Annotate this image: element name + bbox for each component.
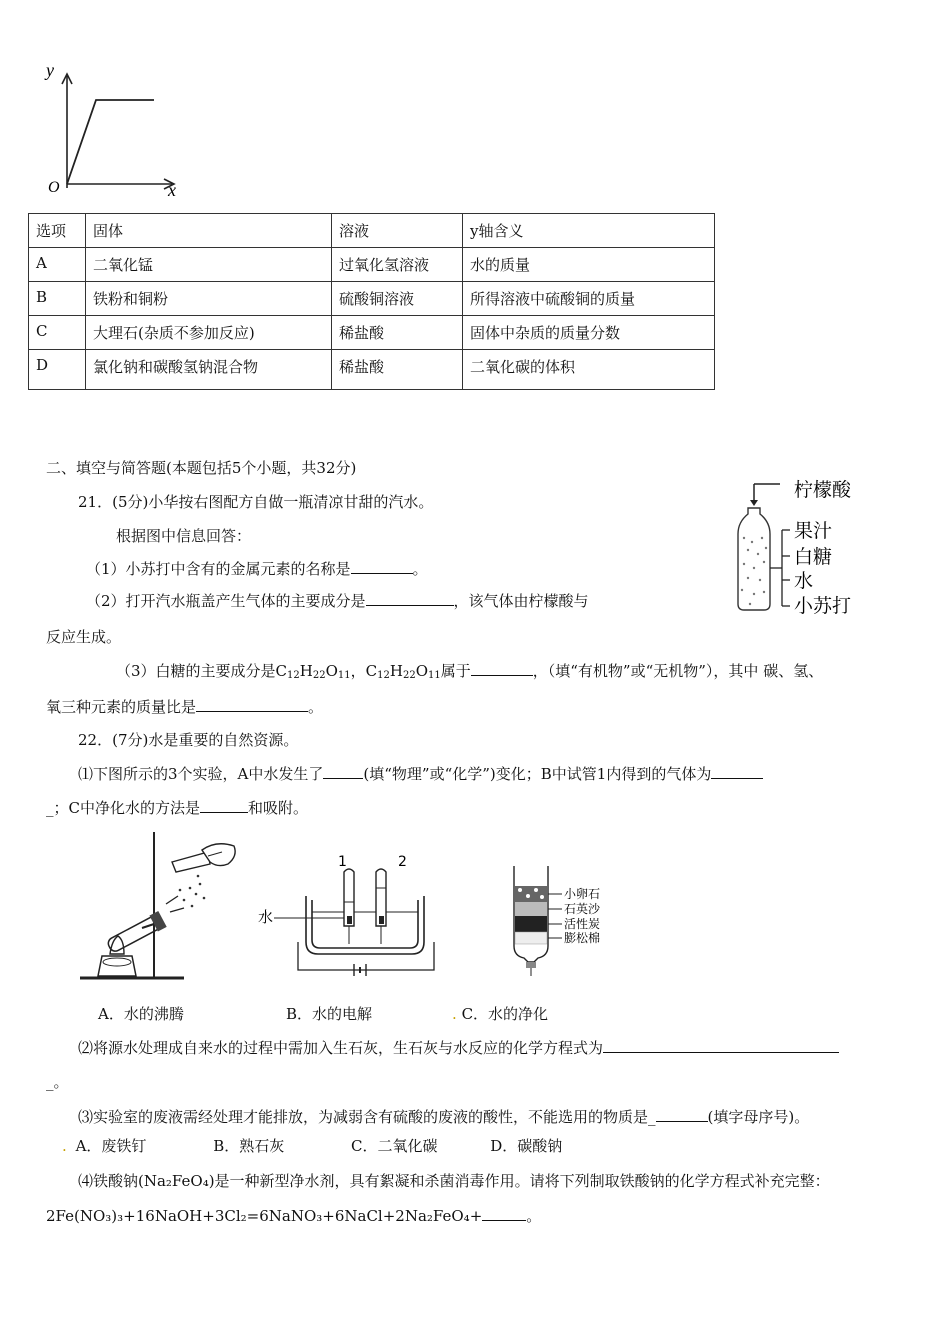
q22-stem: 22．(7分)水是重要的自然资源。 [78, 731, 299, 749]
caption-a: A．水的沸腾 [98, 1005, 184, 1023]
filter-layer-label: 活性炭 [564, 917, 601, 931]
tube1-label: 1 [338, 854, 347, 870]
water-label: 水 [258, 908, 274, 926]
q22-equation [46, 1205, 541, 1226]
electrolysis-apparatus-figure [250, 852, 470, 982]
equation-end: 。 [526, 1207, 542, 1225]
caption-dot: . [452, 1005, 457, 1023]
table-header-cell: y轴含义 [463, 214, 715, 248]
subscript: 11 [428, 670, 441, 681]
graph-y-label: y [46, 60, 54, 80]
answer-blank[interactable] [471, 661, 533, 676]
q22-choices [62, 1135, 562, 1156]
q22-p1-text: _；C中净化水的方法是 [46, 799, 200, 817]
table-cell: D [29, 350, 86, 390]
answer-blank[interactable] [196, 697, 308, 712]
q21-p3-text: 属于 [440, 662, 471, 680]
choice-d: D．碳酸钠 [490, 1137, 563, 1155]
table-cell: A [29, 248, 86, 282]
subscript: 22 [402, 670, 416, 681]
filter-layer-label: 小卵石 [564, 887, 601, 901]
q22-p1-text: 和吸附。 [247, 799, 308, 817]
q21-sub: 根据图中信息回答： [116, 527, 252, 545]
table-row [29, 316, 715, 350]
q21-part3-cont [46, 696, 323, 717]
choice-c: C．二氧化碳 [351, 1137, 438, 1155]
q21-part1 [86, 558, 428, 579]
subscript: 12 [377, 670, 390, 681]
filter-layer-label: 石英沙 [564, 902, 601, 916]
q21-p3-text: 氧三种元素的质量比是 [46, 698, 197, 716]
bottle-label: 水 [794, 570, 814, 592]
caption-c [452, 1003, 548, 1024]
table-cell: 氯化钠和碳酸氢钠混合物 [86, 350, 332, 390]
q22-part4: ⑷铁酸钠(Na₂FeO₄)是一种新型净水剂，具有絮凝和杀菌消毒作用。请将下列制取铁酸钠的化学方程式补充完整： [78, 1172, 830, 1190]
answer-blank[interactable] [656, 1107, 708, 1122]
q22-part2 [78, 1037, 839, 1058]
graph-x-label: x [168, 180, 176, 198]
answer-blank[interactable] [200, 798, 248, 813]
table-header-row [29, 214, 715, 248]
q22-p1-text: ⑴下图所示的3个实验，A中水发生了 [78, 765, 324, 783]
table-header-cell: 溶液 [332, 214, 463, 248]
q22-part3 [78, 1106, 809, 1127]
subscript: 11 [337, 670, 351, 681]
table-row [29, 350, 715, 390]
caption-c-text: C．水的净化 [461, 1005, 549, 1023]
formula-part: O [415, 662, 428, 680]
table-cell: 水的质量 [463, 248, 715, 282]
table-cell: 稀盐酸 [332, 316, 463, 350]
q21-part2 [86, 590, 589, 611]
table-cell: 二氧化锰 [86, 248, 332, 282]
q22-part2-cont: _。 [46, 1073, 69, 1091]
table-cell: 过氧化氢溶液 [332, 248, 463, 282]
choice-dot: . [62, 1137, 67, 1155]
tube2-label: 2 [398, 854, 407, 870]
q22-part1 [78, 763, 763, 784]
table-cell: C [29, 316, 86, 350]
answer-blank[interactable] [711, 764, 763, 779]
answer-blank[interactable] [366, 591, 454, 606]
table-cell: B [29, 282, 86, 316]
q21-stem: 21．(5分)小华按右图配方自做一瓶清凉甘甜的汽水。 [78, 493, 434, 511]
table-cell: 大理石(杂质不参加反应) [86, 316, 332, 350]
soda-bottle-figure [730, 476, 870, 616]
options-table [28, 213, 715, 390]
q21-p2-text: （2）打开汽水瓶盖产生气体的主要成分是 [86, 592, 366, 610]
table-row [29, 282, 715, 316]
q21-p2-text2: ，该气体由柠檬酸与 [453, 592, 589, 610]
table-cell: 二氧化碳的体积 [463, 350, 715, 390]
table-header-cell: 选项 [29, 214, 86, 248]
q22-p1-text: (填“物理”或“化学”)变化；B中试管1内得到的气体为 [363, 765, 712, 783]
formula-part: O [325, 662, 338, 680]
table-header-cell: 固体 [86, 214, 332, 248]
table-cell: 铁粉和铜粉 [86, 282, 332, 316]
y-x-graph [40, 56, 200, 198]
table-row [29, 248, 715, 282]
filter-layer-label: 膨松棉 [564, 931, 601, 945]
purification-apparatus-figure [500, 858, 660, 988]
table-cell: 所得溶液中硫酸铜的质量 [463, 282, 715, 316]
bottle-label: 白糖 [794, 546, 833, 568]
q22-p3-text: (填字母序号)。 [707, 1108, 810, 1126]
choice-b: B．熟石灰 [213, 1137, 285, 1155]
q21-p3-text: ，（填“有机物”或“无机物”），其中 碳、氢、 [532, 662, 824, 680]
answer-blank[interactable] [351, 559, 413, 574]
boiling-apparatus-figure [72, 828, 252, 988]
equation-text: 2Fe(NO₃)₃+16NaOH+3Cl₂=6NaNO₃+6NaCl+2Na₂FeO₄+ [46, 1207, 483, 1225]
q21-p3-text: ，C [350, 662, 378, 680]
answer-blank[interactable] [482, 1206, 526, 1221]
q22-p3-text: ⑶实验室的废液需经处理才能排放，为减弱含有硫酸的废液的酸性，不能选用的物质是_ [78, 1108, 656, 1126]
table-cell: 固体中杂质的质量分数 [463, 316, 715, 350]
q21-p3-end: 。 [308, 698, 324, 716]
table-cell: 稀盐酸 [332, 350, 463, 390]
formula-part: H [389, 662, 403, 680]
q22-part1-cont [46, 797, 308, 818]
q21-p3-text: （3）白糖的主要成分是C [116, 662, 288, 680]
q21-p1-end: 。 [412, 560, 428, 578]
q21-part2-cont: 反应生成。 [46, 628, 122, 646]
subscript: 12 [287, 670, 300, 681]
choice-a: A．废铁钉 [75, 1137, 147, 1155]
caption-b: B．水的电解 [286, 1005, 373, 1023]
bottle-label: 小苏打 [794, 595, 852, 616]
q22-p2-text: ⑵将源水处理成自来水的过程中需加入生石灰，生石灰与水反应的化学方程式为 [78, 1039, 604, 1057]
graph-origin-label: O [48, 179, 60, 196]
q21-p1-text: （1）小苏打中含有的金属元素的名称是 [86, 560, 351, 578]
table-cell: 硫酸铜溶液 [332, 282, 463, 316]
bottle-label: 果汁 [794, 520, 833, 542]
section-title: 二、填空与简答题(本题包括5个小题，共32分) [46, 459, 357, 477]
subscript: 22 [312, 670, 326, 681]
q21-part3 [116, 660, 823, 681]
bottle-label: 柠檬酸 [794, 479, 852, 501]
answer-blank[interactable] [323, 764, 363, 779]
answer-blank[interactable] [603, 1038, 839, 1053]
formula-part: H [299, 662, 313, 680]
